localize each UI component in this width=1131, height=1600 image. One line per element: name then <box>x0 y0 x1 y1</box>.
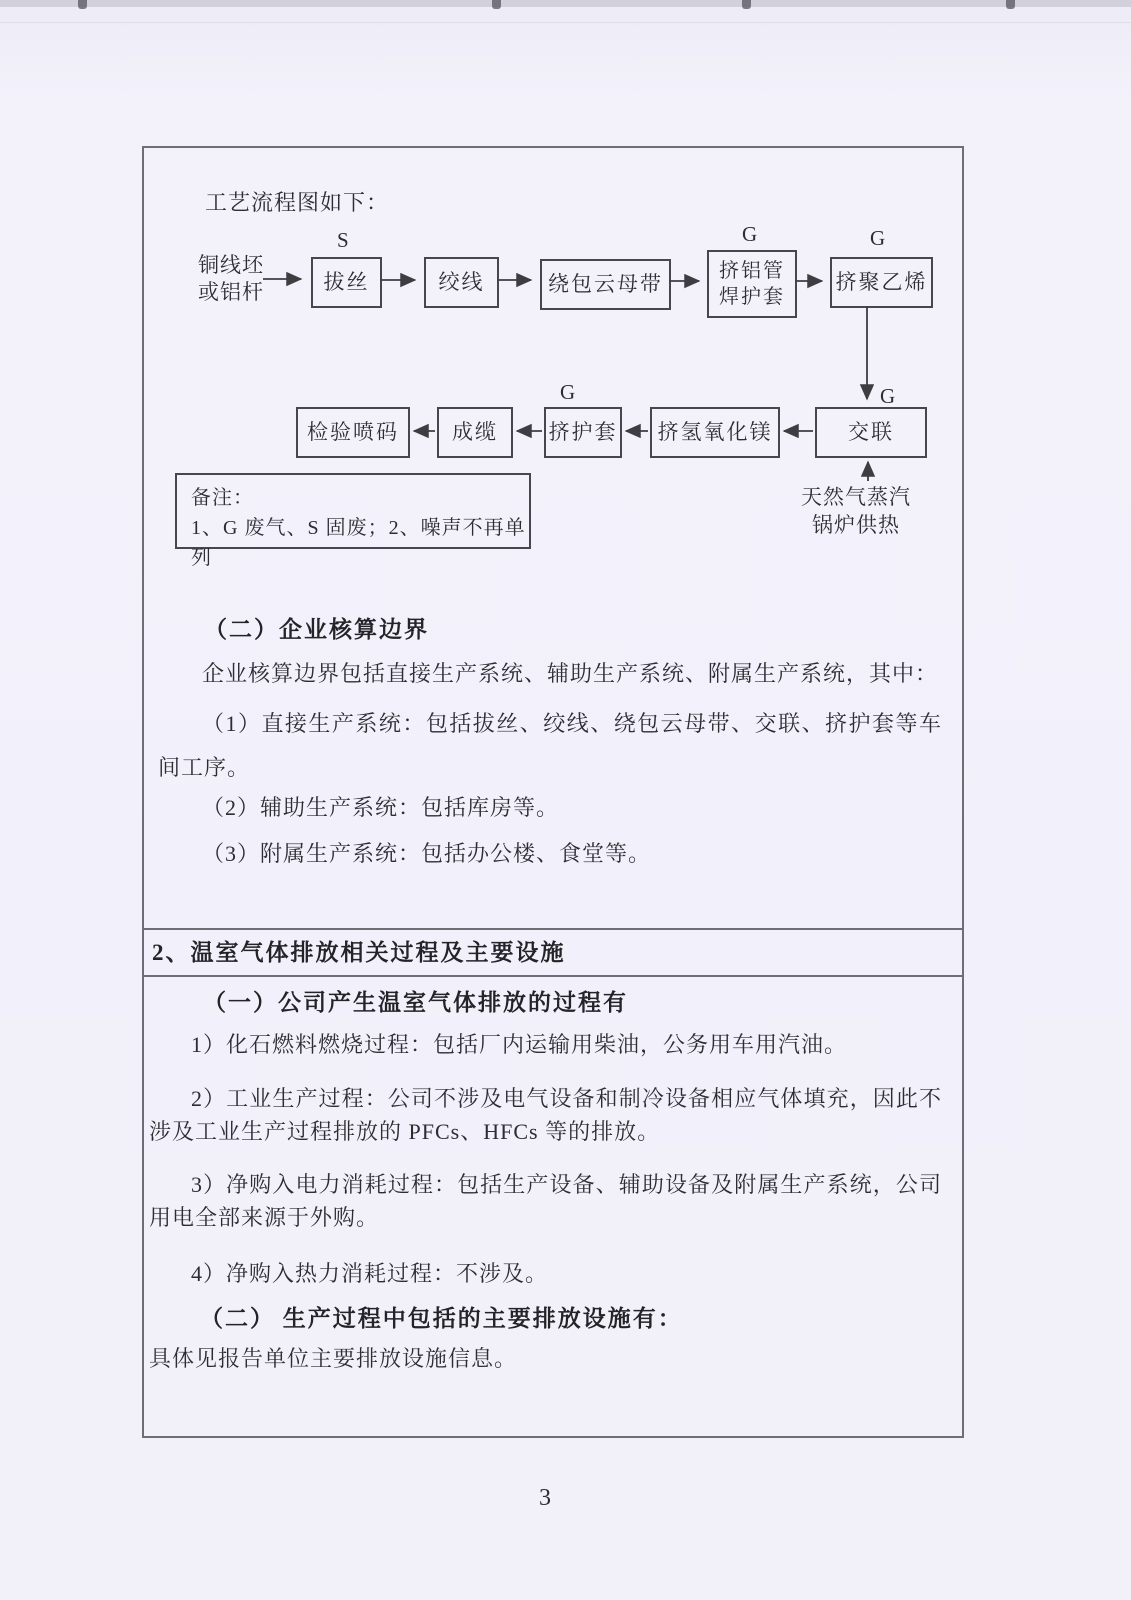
flow-step-label: 焊护套 <box>719 286 785 308</box>
process-item-1: 1）化石燃料燃烧过程：包括厂内运输用柴油，公务用车用汽油。 <box>191 1032 848 1057</box>
process-section-header: 2、温室气体排放相关过程及主要设施 <box>152 940 566 965</box>
process-sub2-heading: （二） 生产过程中包括的主要排放设施有： <box>200 1306 683 1331</box>
scan-edge <box>0 0 1131 7</box>
flow-step-label: 挤铝管 <box>719 260 785 282</box>
scan-hairline <box>0 22 1131 23</box>
flow-step-mica-taping <box>540 259 671 310</box>
table-row-divider <box>144 928 962 930</box>
flow-step-polyethylene-extrusion <box>830 257 933 308</box>
boundary-heading: （二）企业核算边界 <box>204 617 429 642</box>
flow-step-stranding <box>424 257 499 308</box>
scan-mark <box>492 0 501 9</box>
boundary-item-3: （3）附属生产系统：包括办公楼、食堂等。 <box>202 841 652 866</box>
flow-step-label: 绞线 <box>438 270 485 294</box>
boundary-intro: 企业核算边界包括直接生产系统、辅助生产系统、附属生产系统，其中： <box>202 661 939 686</box>
scan-mark <box>742 0 751 9</box>
flow-step-inspection-marking <box>296 407 410 458</box>
scan-mark <box>78 0 87 9</box>
scan-mark <box>1006 0 1015 9</box>
heat-source-label <box>798 483 914 539</box>
tag-waste-gas: G <box>880 384 896 408</box>
flow-step-label: 挤聚乙烯 <box>835 270 928 294</box>
notes-title: 备注： <box>191 487 254 509</box>
flow-source-label <box>198 252 264 306</box>
flow-step-label: 交联 <box>848 420 894 444</box>
flow-step-cabling <box>437 407 513 458</box>
flowchart-intro: 工艺流程图如下： <box>205 190 390 215</box>
tag-waste-gas: G <box>870 226 886 250</box>
boundary-item-1: （1）直接生产系统：包括拔丝、绞线、绕包云母带、交联、挤护套等车间工序。 <box>158 711 942 780</box>
tag-waste-gas: G <box>560 380 576 404</box>
heat-source-line2: 锅炉供热 <box>812 513 900 537</box>
flow-step-aluminum-sheath <box>707 250 797 318</box>
flow-source-line2: 或铝杆 <box>198 280 264 304</box>
tag-waste-gas: G <box>742 222 758 246</box>
flow-step-sheath-extrusion <box>544 407 622 458</box>
tag-solid-waste: S <box>337 228 349 252</box>
flowchart-notes-box <box>175 473 531 569</box>
flow-step-label: 拔丝 <box>323 270 370 294</box>
process-item-2: 2）工业生产过程：公司不涉及电气设备和制冷设备相应气体填充，因此不涉及工业生产过程排放的 PFCs、HFCs 等的排放。 <box>149 1086 942 1144</box>
process-item-4: 4）净购入热力消耗过程：不涉及。 <box>191 1261 549 1286</box>
flow-step-label: 挤护套 <box>548 420 618 444</box>
flow-step-magnesium-hydroxide <box>650 407 780 458</box>
flow-step-label: 检验喷码 <box>307 420 399 444</box>
flow-step-crosslinking <box>815 407 927 458</box>
page-number: 3 <box>539 1485 551 1511</box>
process-sub1-heading: （一）公司产生温室气体排放的过程有 <box>203 990 628 1015</box>
notes-body: 1、G 废气、S 固废；2、噪声不再单列 <box>191 517 526 569</box>
table-row-divider <box>144 975 962 977</box>
flow-step-drawing <box>311 257 382 308</box>
flow-source-line1: 铜线坯 <box>198 253 264 277</box>
flow-step-label: 成缆 <box>452 420 498 444</box>
process-closing: 具体见报告单位主要排放设施信息。 <box>149 1346 518 1371</box>
boundary-item-2: （2）辅助生产系统：包括库房等。 <box>202 795 560 820</box>
process-item-3: 3）净购入电力消耗过程：包括生产设备、辅助设备及附属生产系统，公司用电全部来源于外购。 <box>149 1172 942 1230</box>
flow-step-label: 挤氢氧化镁 <box>657 420 773 444</box>
heat-source-line1: 天然气蒸汽 <box>801 485 911 509</box>
flow-step-label: 绕包云母带 <box>548 272 663 296</box>
